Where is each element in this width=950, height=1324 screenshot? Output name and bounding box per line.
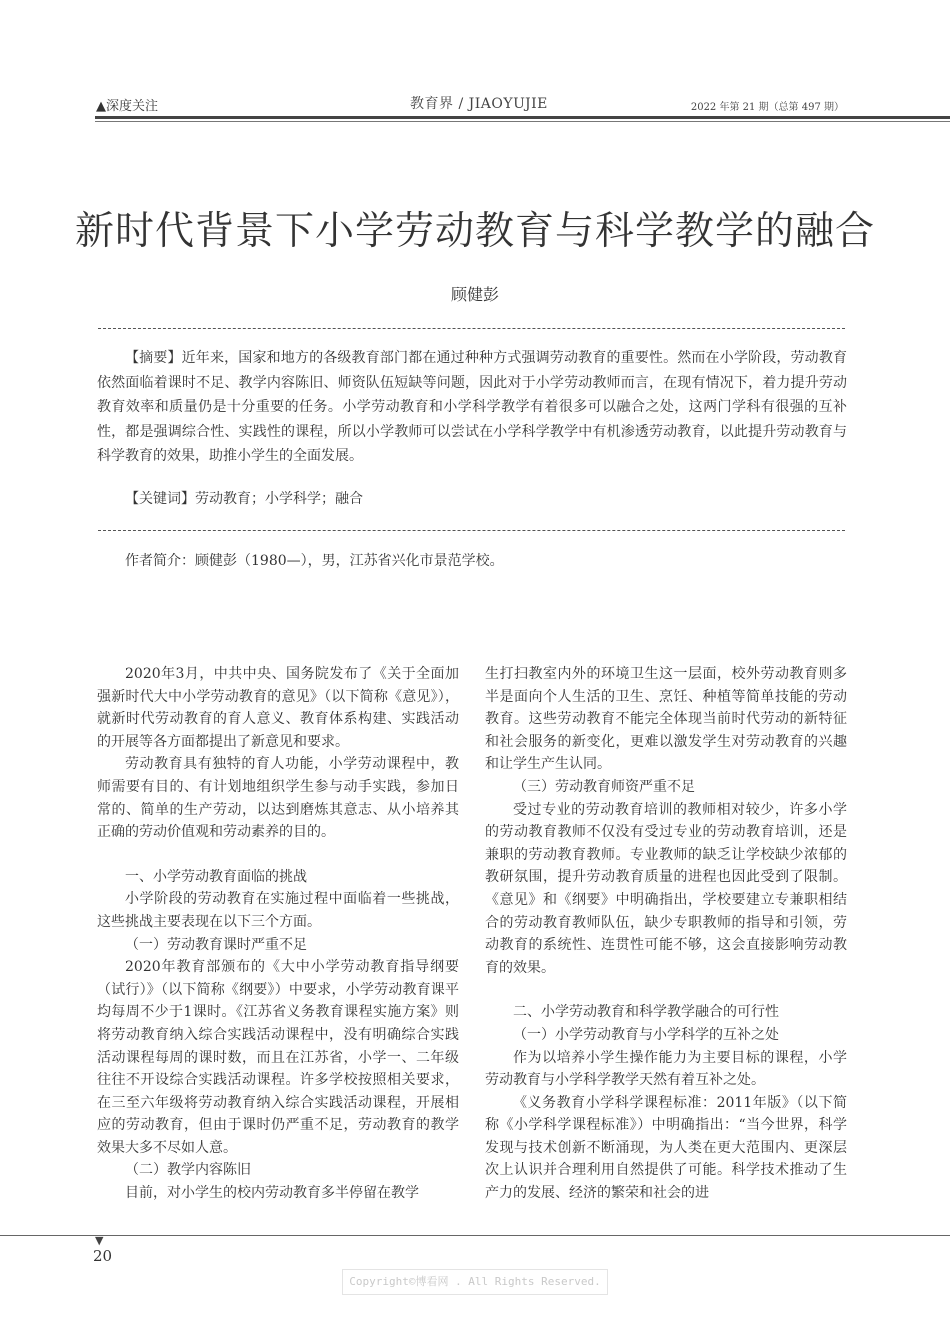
footer-rule <box>0 1235 950 1236</box>
paragraph: 2020年3月，中共中央、国务院发布了《关于全面加强新时代大中小学劳动教育的意见》（以下简称《意见》），就新时代劳动教育的育人意义、教育体系构建、实践活动的开展等各方面都提出了新意见和要求。 <box>97 666 459 750</box>
author-bio: 作者简介：顾健彭（1980—），男，江苏省兴化市景范学校。 <box>125 553 504 569</box>
paragraph: 《义务教育小学科学课程标准：2011年版》（以下简称《小学科学课程标准》）中明确指出：“当今世界，科学发现与技术创新不断涌现，为人类在更大范围内、更深层次上认识并合理利用自然提供了可能。科学技术推动了生产力的发展、经济的繁荣和社会的进 <box>485 1094 847 1202</box>
section-label: ▲深度关注 <box>96 99 158 114</box>
copyright-watermark: Copyright©博看网 . All Rights Reserved. <box>342 1269 608 1295</box>
paragraph: 目前，对小学生的校内劳动教育多半停留在教学 <box>125 1185 419 1202</box>
header-rule-thin <box>95 121 950 122</box>
body-column-left <box>97 663 459 1205</box>
subsection-heading: （二）教学内容陈旧 <box>125 1162 251 1179</box>
paragraph: 2020年教育部颁布的《大中小学劳动教育指导纲要（试行）》（以下简称《纲要》）中要求，小学劳动教育课平均每周不少于1课时。《江苏省义务教育课程实施方案》则将劳动教育纳入综合实践活动课程中，没有明确综合实践活动课程每周的课时数，而且在江苏省，小学一、二年级往往不开设综合实践活动课程。许多学校按照相关要求，在三至六年级将劳动教育纳入综合实践活动课程，开展相应的劳动教育，但由于课时仍严重不足，劳动教育的教学效果大多不尽如人意。 <box>97 959 459 1156</box>
article-title: 新时代背景下小学劳动教育与科学教学的融合 <box>74 209 875 254</box>
issue-info: 2022 年第 21 期（总第 497 期） <box>690 102 844 113</box>
subsection-heading: （三）劳动教育师资严重不足 <box>513 778 695 795</box>
header-rule-thick <box>95 116 950 119</box>
section-heading: 二、小学劳动教育和科学教学融合的可行性 <box>513 1004 779 1021</box>
keywords: 【关键词】劳动教育；小学科学；融合 <box>125 491 363 507</box>
section-heading: 一、小学劳动教育面临的挑战 <box>125 868 307 885</box>
abstract: 【摘要】近年来，国家和地方的各级教育部门都在通过种种方式强调劳动教育的重要性。然而在小学阶段，劳动教育依然面临着课时不足、教学内容陈旧、师资队伍短缺等问题，因此对于小学劳动教师而言，在现有情况下，着力提升劳动教育效率和质量仍是十分重要的任务。小学劳动教育和小学科学教学有着很多可以融合之处，这两门学科有很强的互补性，都是强调综合性、实践性的课程，所以小学教师可以尝试在小学科学教学中有机渗透劳动教育，以此提升劳动教育与科学教育的效果，助推小学生的全面发展。 <box>97 350 847 464</box>
subsection-heading: （一）小学劳动教育与小学科学的互补之处 <box>513 1026 779 1043</box>
journal-name: 教育界 / JIAOYUJIE <box>410 96 548 112</box>
subsection-heading: （一）劳动教育课时严重不足 <box>125 936 307 953</box>
paragraph: 小学阶段的劳动教育在实施过程中面临着一些挑战，这些挑战主要表现在以下三个方面。 <box>97 891 459 930</box>
paragraph: 劳动教育具有独特的育人功能，小学劳动课程中，教师需要有目的、有计划地组织学生参与动手实践，参加日常的、简单的生产劳动，以达到磨炼其意志、从小培养其正确的劳动价值观和劳动素养的目的。 <box>97 756 459 841</box>
article-author: 顾健彭 <box>450 285 499 304</box>
page-number: 20 <box>93 1247 113 1265</box>
paragraph: 受过专业的劳动教育培训的教师相对较少，许多小学的劳动教育教师不仅没有受过专业的劳动教育培训，还是兼职的劳动教育教师。专业教师的缺乏让学校缺少浓郁的教研氛围，提升劳动教育质量的进程也因此受到了限制。《意见》和《纲要》中明确指出，学校要建立专兼职相结合的劳动教育教师队伍，缺少专职教师的指导和引领，劳动教育的系统性、连贯性可能不够，这会直接影响劳动教育的效果。 <box>485 801 847 976</box>
body-column-right <box>485 663 847 1205</box>
divider-dashed-top <box>98 328 845 329</box>
divider-dashed-bottom <box>98 530 845 531</box>
paragraph: 作为以培养小学生操作能力为主要目标的课程，小学劳动教育与小学科学教学天然有着互补之处。 <box>485 1049 847 1089</box>
footer-triangle-icon: ▼ <box>95 1234 104 1247</box>
paragraph: 生打扫教室内外的环境卫生这一层面，校外劳动教育则多半是面向个人生活的卫生、烹饪、种植等简单技能的劳动教育。这些劳动教育不能完全体现当前时代劳动的新特征和社会服务的新变化，更难以激发学生对劳动教育的兴趣和让学生产生认同。 <box>485 666 847 773</box>
